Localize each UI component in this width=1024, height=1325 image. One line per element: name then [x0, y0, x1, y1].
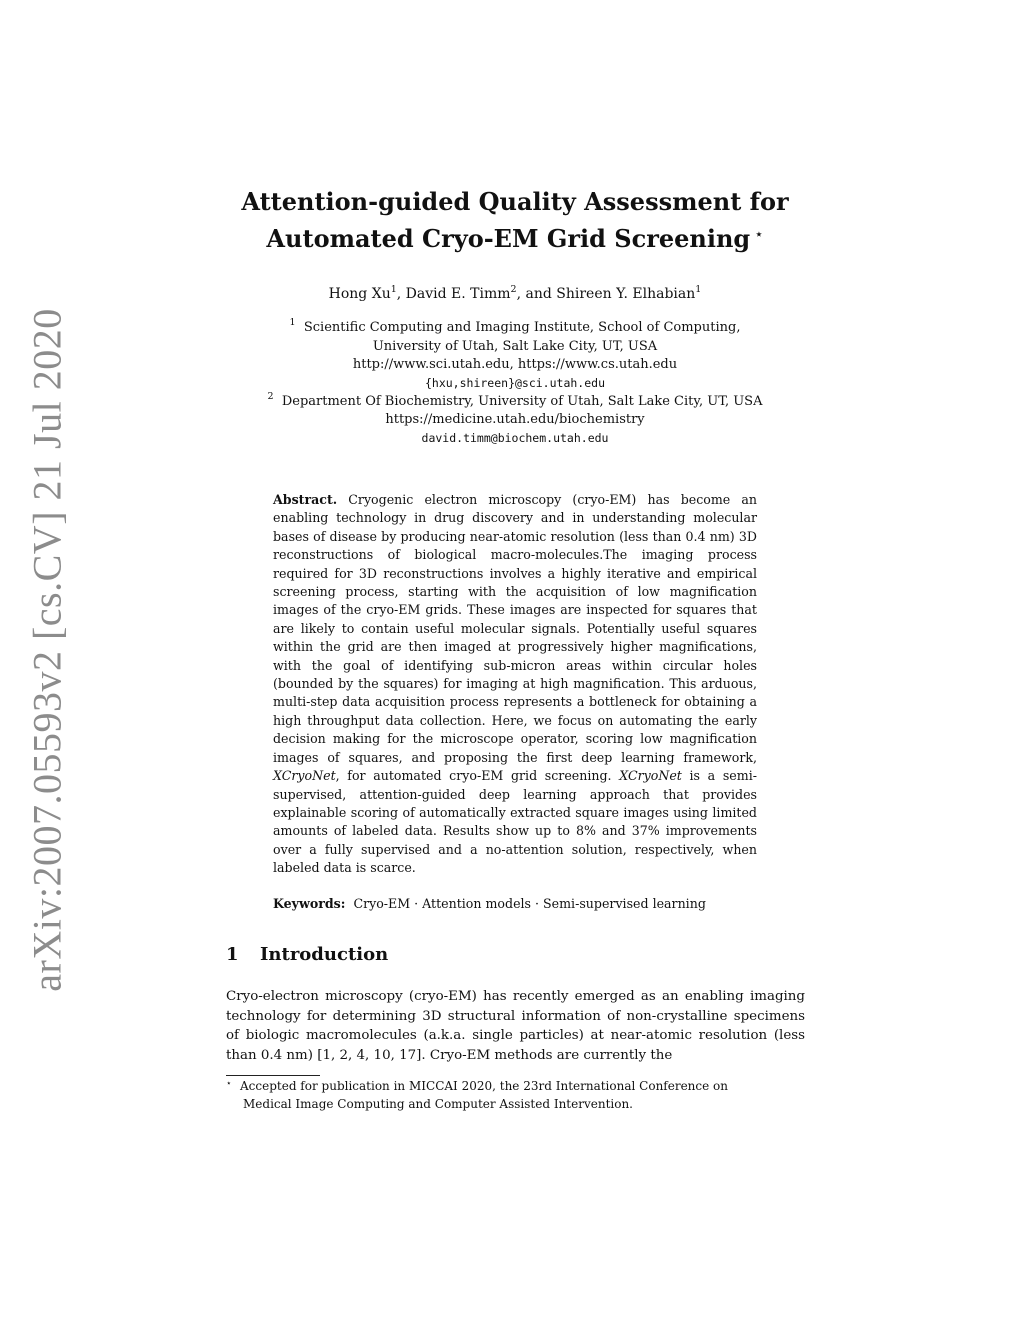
- section-number: 1: [226, 944, 239, 965]
- author-1-affiliation: 1: [390, 284, 397, 295]
- title-line-1: Attention-guided Quality Assessment for: [241, 187, 789, 216]
- footnote-line-1: ⋆ Accepted for publication in MICCAI 2020, the 23rd International Conference on: [226, 1079, 728, 1093]
- introduction-paragraph: Cryo-electron microscopy (cryo-EM) has recently emerged as an enabling imaging technology for determining 3D structural information of non-crystalline specimens of biologic macromolecules (a.k.a. single particles) at near-atomic resolution (less than 0.4 nm) [1, 2, 4, 10, 17]. Cryo-EM methods are currently the: [226, 989, 805, 1063]
- abstract: [273, 491, 757, 878]
- keywords-text: Cryo-EM · Attention models · Semi-supervised learning: [353, 896, 706, 911]
- author-1: Hong Xu: [328, 286, 391, 302]
- affiliation-1-line-1: [200, 319, 830, 337]
- affiliation-1-urls: http://www.sci.utah.edu, https://www.cs.utah.edu: [352, 357, 678, 372]
- author-list: [200, 284, 830, 304]
- author-2-affiliation: 2: [510, 284, 517, 295]
- keywords: [273, 895, 757, 913]
- affiliation-2-text: Department Of Biochemistry, University of Utah, Salt Lake City, UT, USA: [281, 394, 763, 409]
- footnote-rule: [226, 1075, 320, 1076]
- affiliation-1-text: Scientific Computing and Imaging Institute, School of Computing,: [303, 320, 741, 335]
- arxiv-identifier-text: arXiv:2007.05593v2 [cs.CV] 21 Jul 2020: [24, 308, 70, 992]
- author-3: , and Shireen Y. Elhabian: [516, 286, 696, 302]
- section-title: Introduction: [260, 944, 389, 965]
- author-3-affiliation: 1: [695, 284, 702, 295]
- affiliation-1-number: 1: [289, 317, 296, 328]
- abstract-text-1: Cryogenic electron microscopy (cryo-EM) has become an enabling technology in drug discovery and in understanding molecular bases of disease by producing near-atomic resolution (less than 0.4 nm) 3D reconstructions of biological macro-molecules.The imaging process required for 3D reconstructions involves a highly iterative and empirical screening process, starting with the acquisition of low magnification images of the cryo-EM grids. These images are inspected for squares that are likely to contain useful molecular signals. Potentially useful squares within the grid are then imaged at progressively higher magnifications, with the goal of identifying sub-micron areas within circular holes (bounded by the squares) for imaging at high magnification. This arduous, multi-step data acquisition process represents a bottleneck for obtaining a high throughput data collection. Here, we focus on automating the early decision making for the microscope operator, scoring low magnification images of squares, and proposing the first deep learning framework,: [273, 492, 757, 765]
- abstract-text-2: , for automated cryo-EM grid screening.: [335, 768, 620, 784]
- abstract-text-3: is a semi-supervised, attention-guided deep learning approach that provides explainable scoring of automatically extracted square images using limited amounts of labeled data. Results show up to 8% and 37% improvements over a fully supervised and a no-attention solution, respectively, when labeled data is scarce.: [273, 768, 757, 876]
- footnote: [226, 1077, 805, 1113]
- affiliation-2-email: david.timm@biochem.utah.edu: [421, 431, 609, 445]
- author-2: , David E. Timm: [396, 286, 511, 302]
- abstract-label: Abstract.: [273, 492, 338, 507]
- affiliation-2-line-1: [200, 393, 830, 411]
- paper-title: [200, 186, 830, 255]
- abstract-method-name: XCryoNet: [273, 768, 336, 784]
- title-line-2: [200, 218, 830, 255]
- title-line-2-text: Automated Cryo-EM Grid Screening: [266, 224, 751, 253]
- abstract-method-name-2: XCryoNet: [619, 768, 682, 784]
- footnote-text-1: Accepted for publication in MICCAI 2020, the 23rd International Conference on: [240, 1079, 728, 1093]
- section-heading-introduction: [226, 943, 388, 967]
- affiliation-2-number: 2: [267, 391, 274, 402]
- affiliation-2-url: https://medicine.utah.edu/biochemistry: [385, 412, 645, 427]
- affiliation-1-line-2: University of Utah, Salt Lake City, UT, USA: [372, 339, 658, 354]
- footnote-line-2: Medical Image Computing and Computer Assisted Intervention.: [243, 1097, 633, 1111]
- title-footnote-mark: ⋆: [754, 225, 764, 243]
- keywords-label: Keywords:: [273, 896, 346, 911]
- affiliation-1-email: {hxu,shireen}@sci.utah.edu: [424, 376, 605, 390]
